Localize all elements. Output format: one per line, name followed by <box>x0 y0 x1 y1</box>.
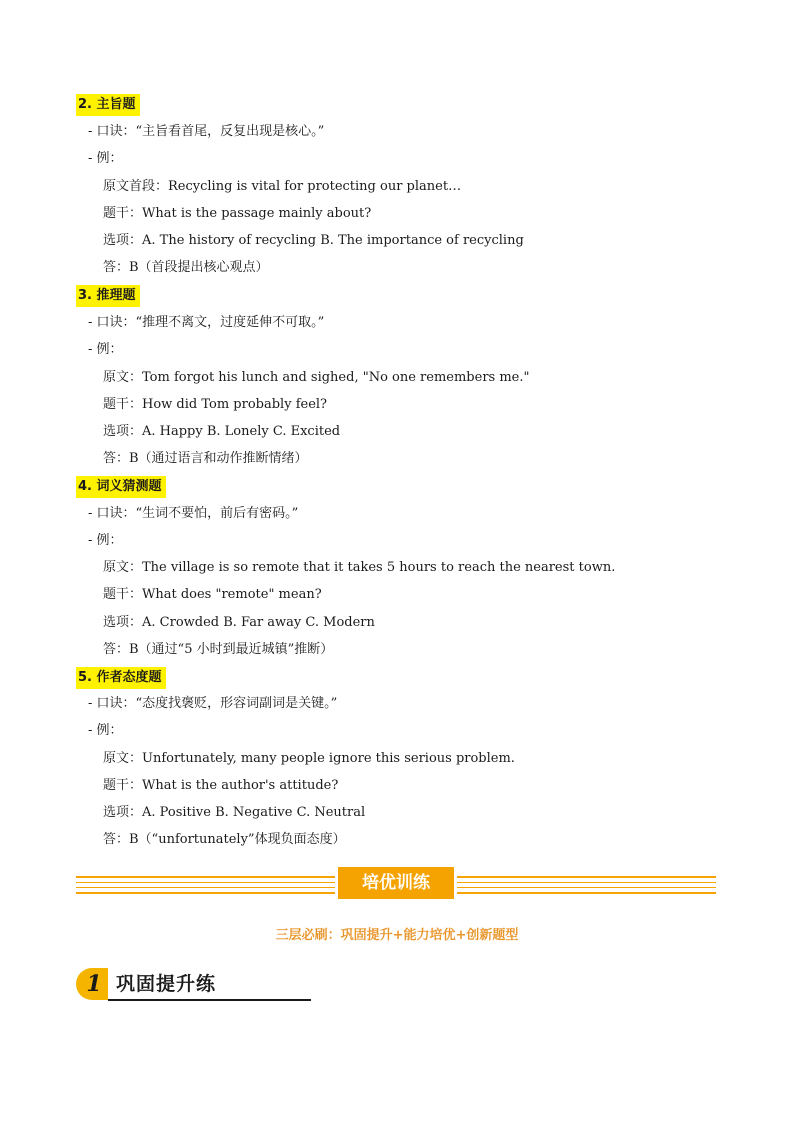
example-line: 原文首段：Recycling is vital for protecting our planet… <box>103 179 462 194</box>
example-line: 原文：The village is so remote that it takes 5 hours to reach the nearest town. <box>103 560 616 575</box>
practice-number: 1 <box>86 971 102 997</box>
example-line: 原文：Tom forgot his lunch and sighed, "No one remembers me." <box>103 370 530 385</box>
answer-line: 答：B（“unfortunately”体现负面态度） <box>103 832 346 847</box>
example-line: 选项：A. Crowded B. Far away C. Modern <box>103 615 375 630</box>
example-label: - 例： <box>88 151 123 166</box>
banner-subtitle: 三层必刷：巩固提升+能力培优+创新题型 <box>275 928 519 943</box>
example-label: - 例： <box>88 723 123 738</box>
example-line: 题干：What is the author's attitude? <box>103 778 339 793</box>
example-line: 原文：Unfortunately, many people ignore this serious problem. <box>103 751 515 766</box>
example-line: 选项：A. The history of recycling B. The importance of recycling <box>103 233 524 248</box>
answer-line: 答：B（通过“5 小时到最近城镇”推断） <box>103 642 334 657</box>
example-line: 题干：What is the passage mainly about? <box>103 206 372 221</box>
example-label: - 例： <box>88 533 123 548</box>
mnemonic-line: - 口诀：“推理不离文，过度延伸不可取。” <box>88 315 325 330</box>
example-line: 题干：How did Tom probably feel? <box>103 397 328 412</box>
practice-heading <box>76 966 236 1002</box>
answer-line: 答：B（通过语言和动作推断情绪） <box>103 451 308 466</box>
example-line: 选项：A. Positive B. Negative C. Neutral <box>103 805 366 820</box>
mnemonic-line: - 口诀：“生词不要怕，前后有密码。” <box>88 506 299 521</box>
mnemonic-line: - 口诀：“主旨看首尾，反复出现是核心。” <box>88 124 325 139</box>
mnemonic-line: - 口诀：“态度找褒贬，形容词副词是关键。” <box>88 696 338 711</box>
example-label: - 例： <box>88 342 123 357</box>
section-heading: 5. 作者态度题 <box>76 667 166 687</box>
section-heading: 3. 推理题 <box>76 285 140 305</box>
example-line: 题干：What does "remote" mean? <box>103 587 322 602</box>
title-underline <box>108 999 311 1001</box>
practice-title: 巩固提升练 <box>116 973 217 995</box>
answer-line: 答：B（首段提出核心观点） <box>103 260 269 275</box>
section-heading: 2. 主旨题 <box>76 94 140 114</box>
example-line: 选项：A. Happy B. Lonely C. Excited <box>103 424 341 439</box>
banner-label: 培优训练 <box>338 867 454 899</box>
section-heading: 4. 词义猜测题 <box>76 476 166 496</box>
